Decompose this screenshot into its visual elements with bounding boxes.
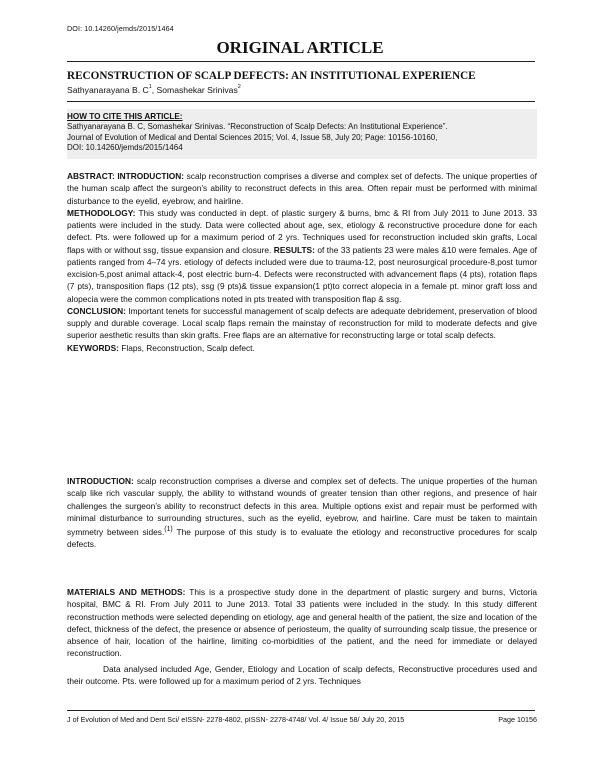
author-separator: , [151,85,157,95]
doi-header: DOI: 10.14260/jemds/2015/1464 [67,24,174,33]
author-affiliation: 2 [237,84,241,90]
methods-paragraph-2: Data analysed included Age, Gender, Etiology and Location of scalp defects, Reconstructive procedures used and their outcome. Pts. were followed up for a maximum period of 2 yrs. Techniques [67,663,537,686]
footer-rule [67,710,535,711]
author-affiliation: 1 [148,84,152,90]
abstract-block [67,170,537,354]
conclusion-label: CONCLUSION: [67,305,126,316]
author-name: Sathyanarayana B. C [67,85,149,95]
methodology-text: This study was conducted in dept. of plastic surgery & burns, bmc & RI from July 2011 to June 2013. 33 patients were included in the study. Data were collected about age, sex, etiology & reconstructive procedure done for each defect. Pts. were followed up for a maximum period of 2 yrs. Techniques used for reconstruction included skin grafts, Local flaps with or without ssg, tissue expansion and closure. [67,207,537,255]
results-text: of the 33 patients 23 were males &10 were females. Age of patients ranged from 4–74 yrs. etiology of defects included were due to trauma-12, post neurosurgical procedure-8,post tumor excision-5,post animal attack-4, post electric burn-4. Defects were reconstructed with advancement flaps (4 pts), rotation flaps (7 pts), transposition flaps (12 pts), ssg (9 pts)& tissue expansion(1 pt)to correct alopecia in a female pt. minor graft loss and alopecia were the common complications noted in pts treated with transposition flap & ssg. [67,244,537,304]
keywords-text: Flaps, Reconstruction, Scalp defect. [118,342,255,353]
page-number: Page 10156 [498,715,537,724]
conclusion-text: Important tenets for successful management of scalp defects are adequate debridement, preservation of blood supply and durable coverage. Local scalp flaps remain the mainstay of reconstruction for mild to moderate defects and give superior aesthetic results than skin grafts. Free flaps are an alternative for reconstructing large or total scalp defects. [67,305,537,341]
author-line [67,85,241,95]
introduction-text-continued: The purpose of this study is to evaluate the etiology and reconstructive procedures for scalp defects. [67,526,537,550]
introduction-text: scalp reconstruction comprises a diverse and complex set of defects. The unique properties of the human scalp like rich vascular supply, the ability to withstand wounds of greater tension than other regions, and presence of hair challenges the surgeon’s ability to reconstruct defects in this area. Multiple options exist and repair must be performed with minimal disturbance to surrounding structures, such as the eyelid, eyebrow, and hairline. Care must be taken to maintain symmetry between sides. [67,476,537,537]
citation-line: Sathyanarayana B. C, Somashekar Srinivas. “Reconstruction of Scalp Defects: An Institutional Experience”. [67,122,448,131]
intro-label: INTRODUCTION: [117,171,185,181]
citation-line: DOI: 10.14260/jemds/2015/1464 [67,143,183,152]
results-label: RESULTS: [273,244,315,255]
article-type-heading: ORIGINAL ARTICLE [216,38,384,57]
reference-marker: (1) [164,526,173,533]
author-name: Somashekar Srinivas [156,85,238,95]
methodology-label: METHODOLOGY: [67,207,136,218]
methods-section [67,586,537,687]
methods-text: This is a prospective study done in the department of plastic surgery and burns, Victoria hospital, BMC & RI. From July 2011 to June 2013. Total 33 patients were included in the study. In this study different reconstruction methods were selected depending on etiology, age and general health of the patient, the size and location of the defect, thickness of the defect, the presence or absence of periosteum, the quality of surrounding scalp tissue, the presence or absence of hair, location of the hairline, limiting co-morbidities of the patient, and the need for immediate or delayed reconstruction. [67,587,537,659]
introduction-heading: INTRODUCTION: [67,476,134,486]
abstract-label: ABSTRACT: [67,171,118,181]
citation-text [67,122,539,154]
article-title: RECONSTRUCTION OF SCALP DEFECTS: AN INSTITUTIONAL EXPERIENCE [67,70,476,82]
introduction-section [67,475,537,550]
title-rule [67,101,535,102]
methods-heading: MATERIALS AND METHODS: [67,587,186,597]
footer-journal-info: J of Evolution of Med and Dent Sci/ eISSN- 2278-4802, pISSN- 2278-4748/ Vol. 4/ Issue 58/ July 20, 2015 [67,715,405,724]
header-rule [67,61,535,62]
page-footer [67,715,537,724]
citation-heading: HOW TO CITE THIS ARTICLE: [67,112,183,121]
keywords-label: KEYWORDS: [67,342,119,353]
abstract-intro-text: scalp reconstruction comprises a diverse and complex set of defects. The unique properties of the human scalp affect the surgeon’s ability to reconstruct defects in this area. Often repair must be performed with minimal disturbance to the eyelid, eyebrow, and hairline. [67,171,537,206]
citation-line: Journal of Evolution of Medical and Dental Sciences 2015; Vol. 4, Issue 58, July 20; Page: 10156-10160, [67,132,438,142]
